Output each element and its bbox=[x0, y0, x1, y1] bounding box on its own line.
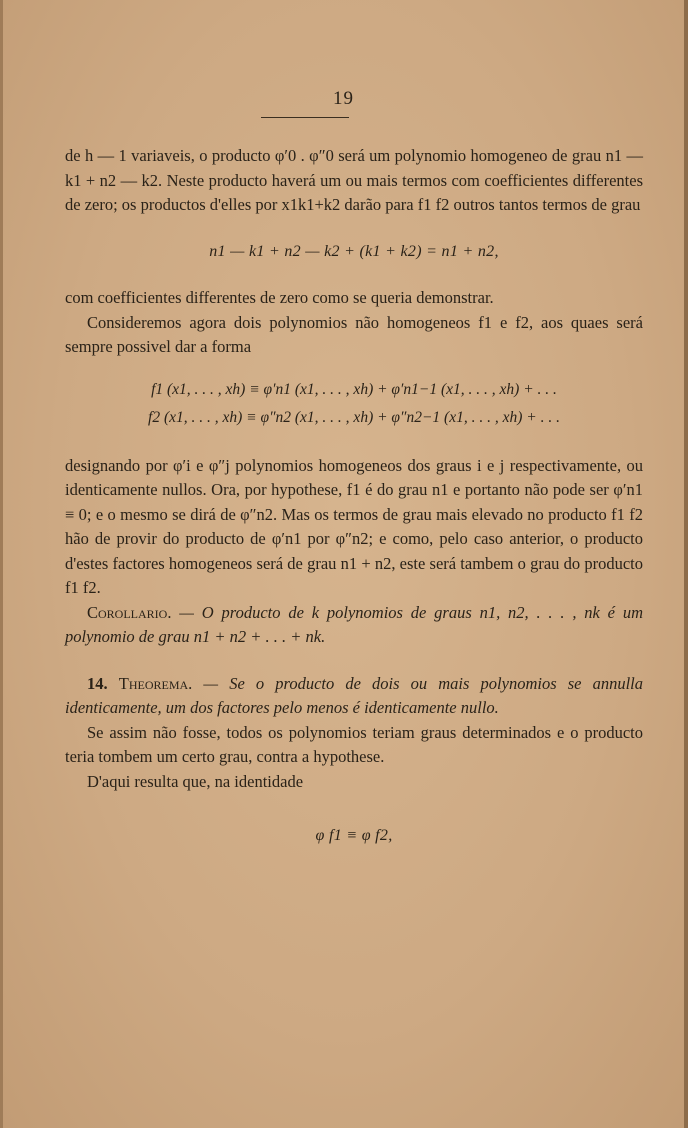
formula-f2: f2 (x1, . . . , xh) ≡ φ″n2 (x1, . . . , xh) + φ″n2−1 (x1, . . . , xh) + . . . bbox=[148, 408, 560, 426]
paragraph-6: D'aqui resulta que, na identidade bbox=[87, 771, 304, 791]
corollary-label: Corollario. bbox=[87, 602, 172, 622]
theorem-label: Theorema. bbox=[118, 673, 193, 693]
paragraph-5: Se assim não fosse, todos os polynomios teriam graus determinados e o producto teria tombem um certo grau, contra a hypothese. bbox=[65, 722, 643, 766]
paragraph-3: Consideremos agora dois polynomios não homogeneos f1 e f2, aos quaes será sempre possivel dar a forma bbox=[65, 312, 643, 356]
page-number: 19 bbox=[333, 88, 354, 109]
corollary bbox=[65, 601, 643, 650]
body-text bbox=[65, 144, 643, 871]
corollary-text: — O producto de k polynomios de graus n1, n2, . . . , nk é um polynomio de grau n1 + n2 + . . . + nk. bbox=[65, 602, 643, 646]
formula-f1: f1 (x1, . . . , xh) ≡ φ′n1 (x1, . . . , xh) + φ′n1−1 (x1, . . . , xh) + . . . bbox=[151, 380, 557, 398]
display-formula-3: φ f1 ≡ φ f2, bbox=[315, 827, 393, 844]
display-formula-1: n1 — k1 + n2 — k2 + (k1 + k2) = n1 + n2, bbox=[209, 242, 499, 260]
section-number: 14. bbox=[87, 673, 108, 693]
theorem-14 bbox=[65, 672, 643, 721]
theorem-text: — Se o producto de dois ou mais polynomios se annulla identicamente, um dos factores pelo menos é identicamente nullo. bbox=[65, 673, 644, 717]
display-formula-block bbox=[65, 376, 643, 432]
header-rule bbox=[261, 117, 349, 118]
paragraph-2: com coefficientes differentes de zero como se queria demonstrar. bbox=[65, 288, 494, 307]
paragraph-1: de h — 1 variaveis, o producto φ′0 . φ″0 será um polynomio homogeneo de grau n1 — k1 + n2 — k2. Neste producto haverá um ou mais termos com coefficientes differentes de zero; os productos d'elles por x1k1+k2 darão para f1 f2 outros tantos termos de grau bbox=[65, 146, 643, 214]
paragraph-4: designando por φ′i e φ″j polynomios homogeneos dos graus i e j respectivamente, ou identicamente nullos. Ora, por hypothese, f1 é do grau n1 e portanto não pode ser φ′n1 ≡ 0; e o mesmo se dirá de φ″n2. Mas os termos de grau mais elevado no producto f1 f2 hão de provir do producto de φ′n1 por φ″n2; e como, pelo caso anterior, o producto d'estes factores homogeneos será de grau n1 + n2, este será tambem o grau do producto f1 f2. bbox=[65, 455, 643, 597]
